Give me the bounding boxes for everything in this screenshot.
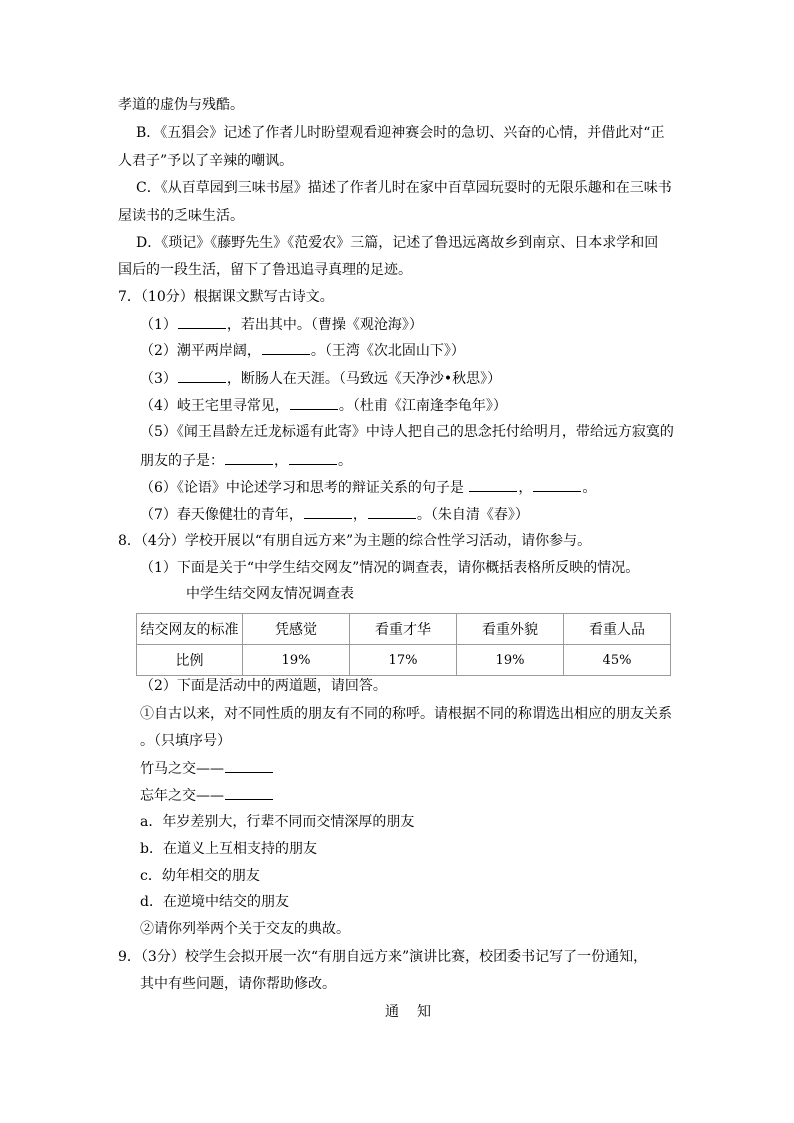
comma: ， — [274, 453, 288, 469]
q7-item-7-prefix: （7）春天像健壮的青年， — [140, 507, 303, 523]
option-c: c．幼年相交的朋友 — [140, 868, 260, 884]
q7-item-2-prefix: （2）潮平两岸阔， — [140, 343, 261, 359]
q8-subq-1-line1: ①自古以来，对不同性质的朋友有不同的称呼。请根据不同的称谓选出相应的朋友关系 — [140, 706, 672, 722]
fill-label: 竹马之交—— — [140, 761, 224, 777]
table-cell: 结交网友的标准 — [137, 614, 243, 645]
answer-blank[interactable] — [368, 504, 416, 519]
answer-blank[interactable] — [289, 450, 337, 465]
table-title: 中学生结交网友情况调查表 — [186, 586, 354, 602]
q8-subq-2: ②请你列举两个关于交友的典故。 — [140, 921, 350, 937]
q7-item-3-prefix: （3） — [140, 371, 177, 387]
table-cell: 看重人品 — [564, 614, 671, 645]
table-cell: 比例 — [137, 645, 243, 676]
table-cell: 19% — [457, 645, 564, 676]
table-row — [137, 645, 671, 676]
q7-item-7-text: 。（朱自清《春》） — [416, 507, 529, 523]
answer-blank[interactable] — [304, 504, 352, 519]
table-cell: 17% — [350, 645, 457, 676]
q7-item-5-line2 — [140, 450, 352, 471]
answer-blank[interactable] — [290, 395, 338, 410]
answer-blank[interactable] — [533, 477, 581, 492]
question-7-heading: 7．（10分）根据课文默写古诗文。 — [118, 289, 334, 305]
answer-blank[interactable] — [469, 477, 517, 492]
q8-fill-wangnian — [140, 785, 274, 806]
answer-blank[interactable] — [225, 758, 273, 773]
option-d-line2: 国后的一段生活，留下了鲁迅追寻真理的足迹。 — [118, 262, 412, 278]
q7-item-6-prefix: （6）《论语》中论述学习和思考的辩证关系的句子是 — [140, 480, 469, 496]
notice-title: 通知 — [385, 1004, 449, 1020]
option-a-continuation: 孝道的虚伪与残酷。 — [118, 97, 244, 113]
table-cell: 看重外貌 — [457, 614, 564, 645]
period: 。 — [338, 453, 352, 469]
q7-item-4-prefix: （4）岐王宅里寻常见， — [140, 398, 289, 414]
option-a: a．年岁差别大，行辈不同而交情深厚的朋友 — [140, 814, 415, 830]
option-b: b．在道义上互相支持的朋友 — [140, 841, 317, 857]
option-d-line1: D．《琐记》《藤野先生》《范爱农》三篇，记述了鲁迅远离故乡到南京、日本求学和回 — [136, 235, 659, 251]
option-b-line1: B．《五猖会》记述了作者儿时盼望观看迎神赛会时的急切、兴奋的心情，并借此对“正 — [136, 125, 665, 141]
survey-table — [136, 613, 671, 676]
answer-blank[interactable] — [178, 314, 226, 329]
table-cell: 19% — [243, 645, 350, 676]
q8-part-2: （2）下面是活动中的两道题，请回答。 — [140, 678, 387, 694]
table-cell: 凭感觉 — [243, 614, 350, 645]
fill-label: 忘年之交—— — [140, 788, 224, 804]
q8-subq-1-line2: 。（只填序号） — [140, 733, 231, 749]
table-cell: 45% — [564, 645, 671, 676]
answer-blank[interactable] — [262, 340, 310, 355]
q7-item-7 — [140, 504, 529, 525]
q7-item-3 — [140, 368, 501, 389]
table-cell: 看重才华 — [350, 614, 457, 645]
q7-item-6 — [140, 477, 596, 498]
answer-blank[interactable] — [225, 450, 273, 465]
option-c-line2: 屋读书的乏味生活。 — [118, 208, 244, 224]
answer-blank[interactable] — [178, 368, 226, 383]
comma: ， — [518, 480, 533, 496]
q7-item-5-line1: （5）《闻王昌龄左迁龙标遥有此寄》中诗人把自己的思念托付给明月，带给远方寂寞的 — [140, 424, 674, 440]
q7-item-2-text: 。（王湾《次北固山下》） — [310, 343, 465, 359]
q7-item-1-text: ，若出其中。（曹操《观沧海》） — [226, 317, 423, 333]
answer-blank[interactable] — [225, 785, 273, 800]
option-d: d．在逆境中结交的朋友 — [140, 894, 289, 910]
q7-item-5-prefix: 朋友的子是： — [140, 453, 224, 469]
q7-item-4-text: 。（杜甫《江南逢李龟年》） — [338, 398, 507, 414]
q7-item-4 — [140, 395, 507, 416]
comma: ， — [352, 507, 367, 523]
period: 。 — [582, 480, 597, 496]
q8-fill-zhuma — [140, 758, 274, 779]
option-c-line1: C．《从百草园到三味书屋》描述了作者儿时在家中百草园玩耍时的无限乐趣和在三味书 — [136, 180, 672, 196]
q7-item-2 — [140, 340, 465, 361]
option-b-line2: 人君子”予以了辛辣的嘲讽。 — [118, 153, 294, 169]
q7-item-1-prefix: （1） — [140, 317, 177, 333]
question-8-heading: 8．（4分）学校开展以“有朋自远方来”为主题的综合性学习活动，请你参与。 — [118, 533, 592, 549]
question-9-line2: 其中有些问题，请你帮助修改。 — [140, 976, 336, 992]
q8-part-1: （1）下面是关于“中学生结交网友”情况的调查表，请你概括表格所反映的情况。 — [140, 560, 640, 576]
q7-item-1 — [140, 314, 423, 335]
table-header-row — [137, 614, 671, 645]
q7-item-3-text: ，断肠人在天涯。（马致远《天净沙•秋思》） — [226, 371, 502, 387]
question-9-line1: 9．（3分）校学生会拟开展一次“有朋自远方来”演讲比赛，校团委书记写了一份通知， — [118, 949, 648, 965]
